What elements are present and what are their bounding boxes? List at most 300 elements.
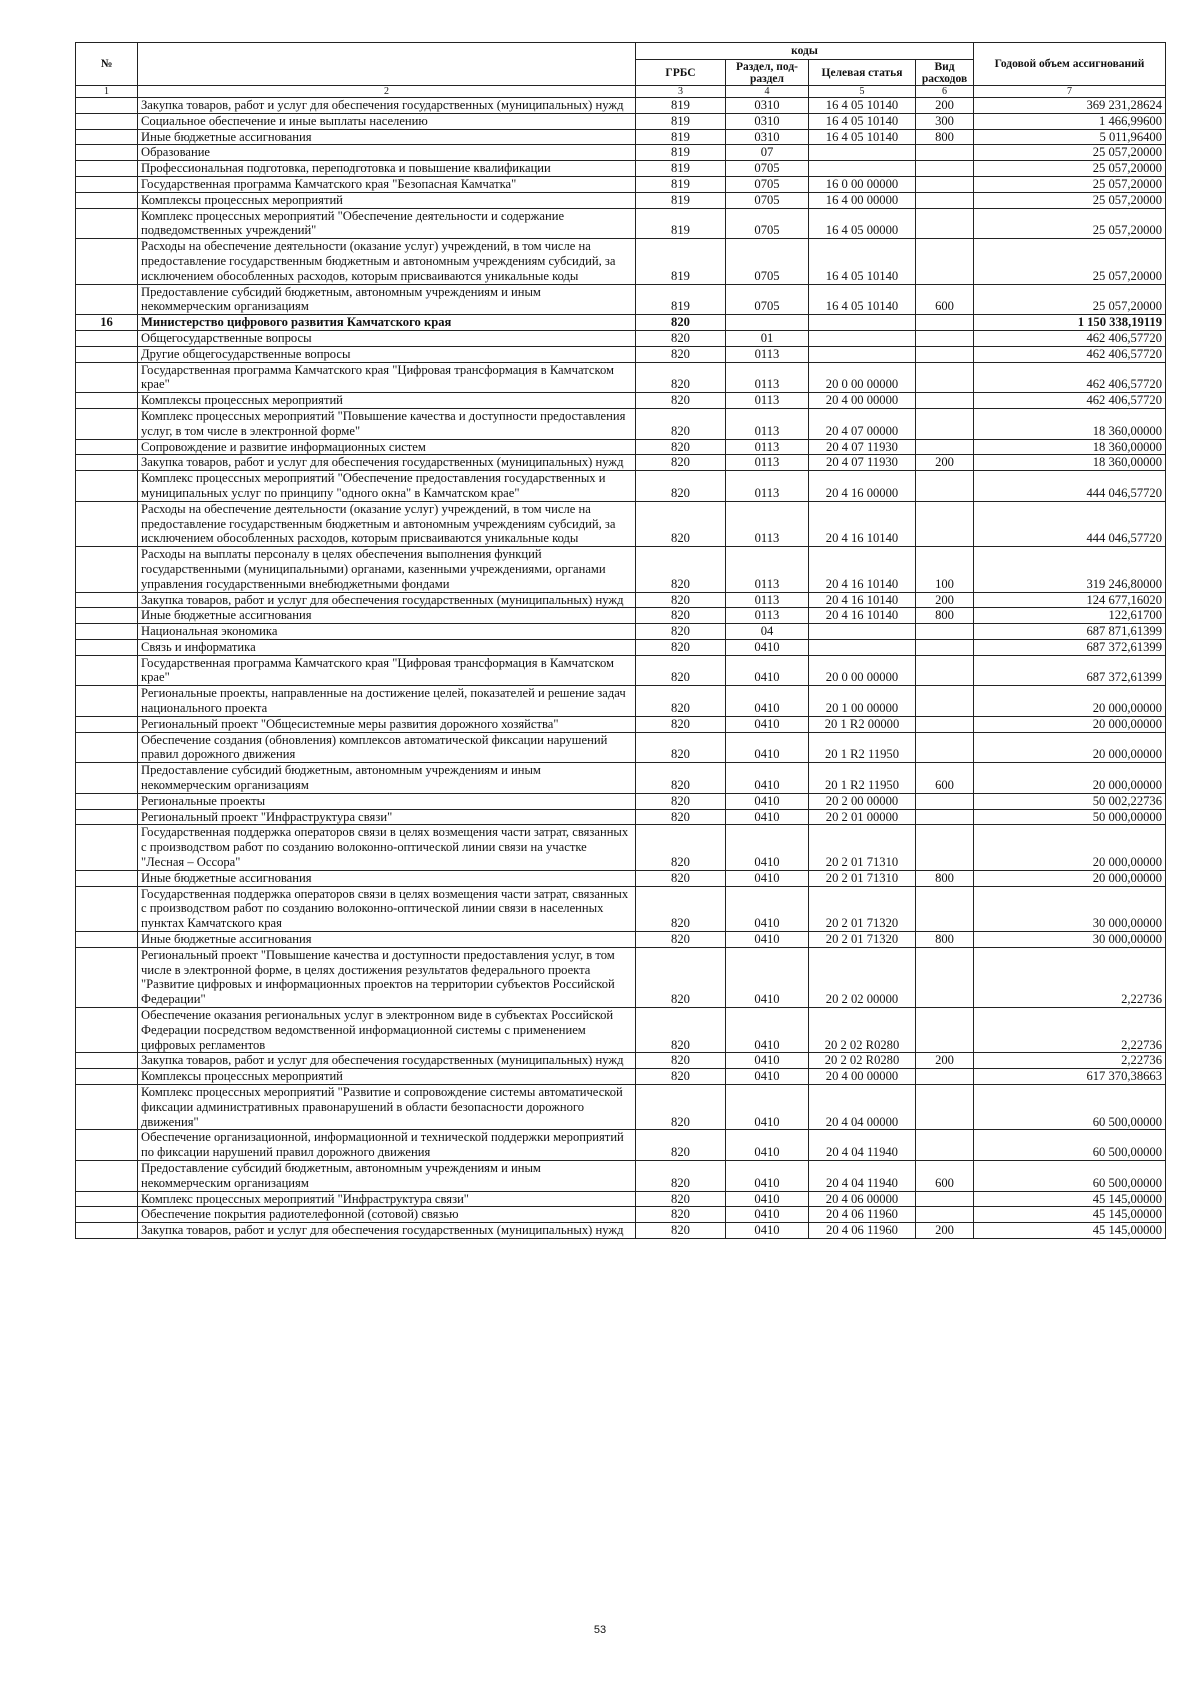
row-amount: 25 057,20000 bbox=[974, 208, 1166, 239]
row-amount: 30 000,00000 bbox=[974, 932, 1166, 948]
row-section: 0113 bbox=[726, 547, 809, 592]
row-expense-type bbox=[916, 176, 974, 192]
row-expense-type bbox=[916, 393, 974, 409]
row-grbs: 820 bbox=[636, 886, 726, 931]
row-section: 0705 bbox=[726, 208, 809, 239]
table-row bbox=[76, 98, 1166, 114]
table-row bbox=[76, 346, 1166, 362]
row-section: 01 bbox=[726, 330, 809, 346]
index-cell: 4 bbox=[726, 86, 809, 98]
row-name: Государственная программа Камчатского края "Безопасная Камчатка" bbox=[138, 176, 636, 192]
row-number bbox=[76, 501, 138, 546]
row-target-article: 20 1 00 00000 bbox=[809, 686, 916, 717]
row-amount: 444 046,57720 bbox=[974, 501, 1166, 546]
row-section: 0705 bbox=[726, 192, 809, 208]
row-number bbox=[76, 886, 138, 931]
row-target-article: 16 4 05 10140 bbox=[809, 98, 916, 114]
row-amount: 18 360,00000 bbox=[974, 439, 1166, 455]
row-expense-type: 300 bbox=[916, 113, 974, 129]
row-amount: 18 360,00000 bbox=[974, 408, 1166, 439]
row-amount: 5 011,96400 bbox=[974, 129, 1166, 145]
row-section: 0705 bbox=[726, 176, 809, 192]
row-grbs: 819 bbox=[636, 161, 726, 177]
table-row bbox=[76, 471, 1166, 502]
row-target-article: 16 0 00 00000 bbox=[809, 176, 916, 192]
row-amount: 45 145,00000 bbox=[974, 1223, 1166, 1239]
table-row bbox=[76, 176, 1166, 192]
row-amount: 60 500,00000 bbox=[974, 1160, 1166, 1191]
header-grbs: ГРБС bbox=[636, 60, 726, 86]
row-name: Закупка товаров, работ и услуг для обеспечения государственных (муниципальных) нужд bbox=[138, 98, 636, 114]
row-name: Комплекс процессных мероприятий "Обеспечение деятельности и содержание подведомственных учреждений" bbox=[138, 208, 636, 239]
row-name: Комплекс процессных мероприятий "Инфраструктура связи" bbox=[138, 1191, 636, 1207]
table-row bbox=[76, 501, 1166, 546]
row-section: 0113 bbox=[726, 346, 809, 362]
row-amount: 2,22736 bbox=[974, 1053, 1166, 1069]
row-amount: 462 406,57720 bbox=[974, 330, 1166, 346]
row-target-article: 20 4 06 11960 bbox=[809, 1207, 916, 1223]
row-section: 0113 bbox=[726, 439, 809, 455]
table-row bbox=[76, 315, 1166, 331]
row-amount: 687 372,61399 bbox=[974, 639, 1166, 655]
row-target-article bbox=[809, 330, 916, 346]
row-number bbox=[76, 239, 138, 284]
row-amount: 20 000,00000 bbox=[974, 686, 1166, 717]
row-section: 0410 bbox=[726, 655, 809, 686]
row-name: Закупка товаров, работ и услуг для обеспечения государственных (муниципальных) нужд bbox=[138, 592, 636, 608]
row-grbs: 820 bbox=[636, 439, 726, 455]
row-number bbox=[76, 208, 138, 239]
table-row bbox=[76, 1130, 1166, 1161]
page-number: 53 bbox=[593, 1624, 607, 1636]
row-target-article: 20 1 R2 00000 bbox=[809, 716, 916, 732]
index-cell: 7 bbox=[974, 86, 1166, 98]
row-amount: 45 145,00000 bbox=[974, 1207, 1166, 1223]
row-amount: 20 000,00000 bbox=[974, 732, 1166, 763]
row-number bbox=[76, 608, 138, 624]
row-grbs: 819 bbox=[636, 98, 726, 114]
table-body bbox=[76, 98, 1166, 1239]
row-expense-type: 600 bbox=[916, 763, 974, 794]
row-grbs: 820 bbox=[636, 1207, 726, 1223]
table-row bbox=[76, 639, 1166, 655]
row-number bbox=[76, 145, 138, 161]
row-expense-type bbox=[916, 315, 974, 331]
row-expense-type bbox=[916, 471, 974, 502]
row-name: Региональный проект "Повышение качества и доступности предоставления услуг, в том числе в электронной форме, в целях достижения результатов федерального проекта "Развитие цифровых и информационных проектов на территории субъектов Российской Федерации" bbox=[138, 947, 636, 1007]
row-amount: 18 360,00000 bbox=[974, 455, 1166, 471]
row-number bbox=[76, 809, 138, 825]
table-row bbox=[76, 129, 1166, 145]
row-number bbox=[76, 716, 138, 732]
row-target-article: 20 2 00 00000 bbox=[809, 793, 916, 809]
row-name: Закупка товаров, работ и услуг для обеспечения государственных (муниципальных) нужд bbox=[138, 1223, 636, 1239]
row-name: Региональные проекты, направленные на достижение целей, показателей и решение задач национального проекта bbox=[138, 686, 636, 717]
row-number bbox=[76, 471, 138, 502]
row-expense-type bbox=[916, 362, 974, 393]
row-amount: 20 000,00000 bbox=[974, 763, 1166, 794]
row-expense-type bbox=[916, 208, 974, 239]
row-grbs: 820 bbox=[636, 501, 726, 546]
row-number bbox=[76, 624, 138, 640]
row-amount: 319 246,80000 bbox=[974, 547, 1166, 592]
row-name: Профессиональная подготовка, переподготовка и повышение квалификации bbox=[138, 161, 636, 177]
row-name: Иные бюджетные ассигнования bbox=[138, 870, 636, 886]
row-expense-type bbox=[916, 809, 974, 825]
row-amount: 60 500,00000 bbox=[974, 1130, 1166, 1161]
row-grbs: 820 bbox=[636, 608, 726, 624]
table-row bbox=[76, 1008, 1166, 1053]
row-name: Другие общегосударственные вопросы bbox=[138, 346, 636, 362]
table-row bbox=[76, 825, 1166, 870]
row-expense-type: 200 bbox=[916, 455, 974, 471]
row-name: Комплекс процессных мероприятий "Развитие и сопровождение системы автоматической фиксации административных правонарушений в области безопасности дорожного движения" bbox=[138, 1085, 636, 1130]
row-number bbox=[76, 1085, 138, 1130]
row-number bbox=[76, 1053, 138, 1069]
table-row bbox=[76, 947, 1166, 1007]
row-grbs: 820 bbox=[636, 825, 726, 870]
table-row bbox=[76, 161, 1166, 177]
row-name: Закупка товаров, работ и услуг для обеспечения государственных (муниципальных) нужд bbox=[138, 455, 636, 471]
row-expense-type bbox=[916, 239, 974, 284]
row-section: 0410 bbox=[726, 1008, 809, 1053]
row-section: 0410 bbox=[726, 809, 809, 825]
row-number bbox=[76, 1130, 138, 1161]
row-number bbox=[76, 330, 138, 346]
row-section: 0410 bbox=[726, 886, 809, 931]
table-row bbox=[76, 592, 1166, 608]
row-expense-type bbox=[916, 716, 974, 732]
row-amount: 124 677,16020 bbox=[974, 592, 1166, 608]
row-name: Региональный проект "Общесистемные меры развития дорожного хозяйства" bbox=[138, 716, 636, 732]
row-expense-type: 800 bbox=[916, 870, 974, 886]
row-target-article: 16 4 05 00000 bbox=[809, 208, 916, 239]
row-target-article: 16 4 05 10140 bbox=[809, 284, 916, 315]
header-target-article: Целевая статья bbox=[809, 60, 916, 86]
row-target-article: 20 4 06 00000 bbox=[809, 1191, 916, 1207]
row-expense-type: 800 bbox=[916, 932, 974, 948]
table-row bbox=[76, 1207, 1166, 1223]
table-row bbox=[76, 239, 1166, 284]
row-amount: 20 000,00000 bbox=[974, 870, 1166, 886]
row-grbs: 820 bbox=[636, 793, 726, 809]
row-amount: 30 000,00000 bbox=[974, 886, 1166, 931]
row-amount: 25 057,20000 bbox=[974, 284, 1166, 315]
row-expense-type: 200 bbox=[916, 98, 974, 114]
row-expense-type bbox=[916, 330, 974, 346]
row-target-article: 20 4 16 10140 bbox=[809, 592, 916, 608]
row-expense-type: 100 bbox=[916, 547, 974, 592]
row-amount: 462 406,57720 bbox=[974, 346, 1166, 362]
row-number bbox=[76, 1008, 138, 1053]
row-name: Расходы на обеспечение деятельности (оказание услуг) учреждений, в том числе на предоставление государственным бюджетным и автономным учреждениям субсидий, за исключением обособленных расходов, которым присваиваются уникальные коды bbox=[138, 239, 636, 284]
row-amount: 2,22736 bbox=[974, 1008, 1166, 1053]
row-amount: 617 370,38663 bbox=[974, 1069, 1166, 1085]
row-name: Иные бюджетные ассигнования bbox=[138, 608, 636, 624]
row-section: 0113 bbox=[726, 408, 809, 439]
table-row bbox=[76, 330, 1166, 346]
row-section: 0410 bbox=[726, 1223, 809, 1239]
row-section: 0410 bbox=[726, 1207, 809, 1223]
row-expense-type bbox=[916, 408, 974, 439]
row-number bbox=[76, 870, 138, 886]
header-annual-volume: Годовой объем ассигнований bbox=[974, 43, 1166, 86]
row-target-article: 20 4 16 10140 bbox=[809, 547, 916, 592]
row-grbs: 820 bbox=[636, 716, 726, 732]
row-section: 0410 bbox=[726, 793, 809, 809]
row-target-article: 16 4 05 10140 bbox=[809, 239, 916, 284]
row-section: 0410 bbox=[726, 716, 809, 732]
row-number bbox=[76, 346, 138, 362]
row-grbs: 820 bbox=[636, 1053, 726, 1069]
row-name: Обеспечение организационной, информационной и технической поддержки мероприятий по фиксации нарушений правил дорожного движения bbox=[138, 1130, 636, 1161]
row-grbs: 820 bbox=[636, 870, 726, 886]
table-row bbox=[76, 1069, 1166, 1085]
table-row bbox=[76, 1085, 1166, 1130]
row-section: 0113 bbox=[726, 471, 809, 502]
row-number bbox=[76, 639, 138, 655]
table-row bbox=[76, 439, 1166, 455]
table-row bbox=[76, 732, 1166, 763]
row-section: 0410 bbox=[726, 732, 809, 763]
row-target-article: 20 4 16 10140 bbox=[809, 608, 916, 624]
row-expense-type bbox=[916, 655, 974, 686]
row-section: 0410 bbox=[726, 1053, 809, 1069]
table-row bbox=[76, 763, 1166, 794]
table-row bbox=[76, 624, 1166, 640]
table-row bbox=[76, 793, 1166, 809]
table-row bbox=[76, 284, 1166, 315]
row-number bbox=[76, 98, 138, 114]
row-expense-type: 200 bbox=[916, 1223, 974, 1239]
row-target-article: 20 2 01 71320 bbox=[809, 932, 916, 948]
row-grbs: 820 bbox=[636, 1069, 726, 1085]
row-number bbox=[76, 947, 138, 1007]
row-amount: 50 000,00000 bbox=[974, 809, 1166, 825]
row-section: 0410 bbox=[726, 763, 809, 794]
row-expense-type bbox=[916, 1191, 974, 1207]
row-amount: 50 002,22736 bbox=[974, 793, 1166, 809]
row-grbs: 820 bbox=[636, 624, 726, 640]
row-section: 0410 bbox=[726, 932, 809, 948]
row-grbs: 820 bbox=[636, 655, 726, 686]
row-expense-type bbox=[916, 439, 974, 455]
row-target-article bbox=[809, 639, 916, 655]
row-amount: 45 145,00000 bbox=[974, 1191, 1166, 1207]
row-grbs: 819 bbox=[636, 129, 726, 145]
row-target-article bbox=[809, 145, 916, 161]
row-amount: 1 150 338,19119 bbox=[974, 315, 1166, 331]
row-grbs: 820 bbox=[636, 547, 726, 592]
row-amount: 687 871,61399 bbox=[974, 624, 1166, 640]
table-row bbox=[76, 809, 1166, 825]
table-row bbox=[76, 886, 1166, 931]
row-number bbox=[76, 192, 138, 208]
row-name: Комплексы процессных мероприятий bbox=[138, 1069, 636, 1085]
row-target-article: 20 0 00 00000 bbox=[809, 362, 916, 393]
row-target-article: 20 4 04 11940 bbox=[809, 1130, 916, 1161]
header-expense-type: Вид расходов bbox=[916, 60, 974, 86]
row-name: Государственная программа Камчатского края "Цифровая трансформация в Камчатском крае" bbox=[138, 655, 636, 686]
row-expense-type bbox=[916, 1207, 974, 1223]
row-expense-type bbox=[916, 192, 974, 208]
row-number bbox=[76, 592, 138, 608]
row-expense-type: 200 bbox=[916, 592, 974, 608]
row-section: 0410 bbox=[726, 1069, 809, 1085]
row-target-article: 20 2 01 71310 bbox=[809, 870, 916, 886]
table-row bbox=[76, 455, 1166, 471]
row-grbs: 820 bbox=[636, 408, 726, 439]
row-grbs: 820 bbox=[636, 639, 726, 655]
row-expense-type: 600 bbox=[916, 284, 974, 315]
row-grbs: 820 bbox=[636, 393, 726, 409]
row-section: 0310 bbox=[726, 98, 809, 114]
table-row bbox=[76, 1160, 1166, 1191]
row-expense-type: 600 bbox=[916, 1160, 974, 1191]
row-number bbox=[76, 1207, 138, 1223]
header-codes: коды bbox=[636, 43, 974, 60]
row-number bbox=[76, 161, 138, 177]
row-name: Обеспечение оказания региональных услуг в электронном виде в субъектах Российской Федерации посредством ведомственной информационной системы с применением цифровых регламентов bbox=[138, 1008, 636, 1053]
row-section: 0113 bbox=[726, 608, 809, 624]
row-name: Обеспечение покрытия радиотелефонной (сотовой) связью bbox=[138, 1207, 636, 1223]
row-section: 0705 bbox=[726, 161, 809, 177]
row-target-article: 20 4 04 00000 bbox=[809, 1085, 916, 1130]
row-name: Образование bbox=[138, 145, 636, 161]
row-section: 0410 bbox=[726, 686, 809, 717]
row-amount: 25 057,20000 bbox=[974, 239, 1166, 284]
table-row bbox=[76, 716, 1166, 732]
row-section: 0705 bbox=[726, 239, 809, 284]
row-target-article: 20 2 02 00000 bbox=[809, 947, 916, 1007]
index-cell: 3 bbox=[636, 86, 726, 98]
row-section: 0705 bbox=[726, 284, 809, 315]
row-target-article: 20 4 07 11930 bbox=[809, 455, 916, 471]
row-number bbox=[76, 825, 138, 870]
row-target-article: 16 4 05 10140 bbox=[809, 113, 916, 129]
row-section: 0113 bbox=[726, 393, 809, 409]
row-grbs: 820 bbox=[636, 763, 726, 794]
row-grbs: 820 bbox=[636, 732, 726, 763]
row-target-article: 20 2 02 R0280 bbox=[809, 1008, 916, 1053]
row-target-article bbox=[809, 346, 916, 362]
row-target-article: 16 4 05 10140 bbox=[809, 129, 916, 145]
row-section: 0410 bbox=[726, 639, 809, 655]
row-section: 0410 bbox=[726, 1085, 809, 1130]
row-expense-type bbox=[916, 1008, 974, 1053]
row-section: 0113 bbox=[726, 501, 809, 546]
row-grbs: 820 bbox=[636, 686, 726, 717]
row-grbs: 820 bbox=[636, 362, 726, 393]
row-grbs: 819 bbox=[636, 176, 726, 192]
table-row bbox=[76, 408, 1166, 439]
table-row bbox=[76, 870, 1166, 886]
row-amount: 25 057,20000 bbox=[974, 176, 1166, 192]
row-target-article: 20 4 07 00000 bbox=[809, 408, 916, 439]
row-grbs: 820 bbox=[636, 592, 726, 608]
row-name: Иные бюджетные ассигнования bbox=[138, 932, 636, 948]
row-name: Государственная программа Камчатского края "Цифровая трансформация в Камчатском крае" bbox=[138, 362, 636, 393]
row-target-article bbox=[809, 315, 916, 331]
row-expense-type bbox=[916, 886, 974, 931]
row-number bbox=[76, 439, 138, 455]
row-name: Расходы на обеспечение деятельности (оказание услуг) учреждений, в том числе на предоставление государственным бюджетным и автономным учреждениям субсидий, за исключением обособленных расходов, которым присваиваются уникальные коды bbox=[138, 501, 636, 546]
row-section: 0113 bbox=[726, 455, 809, 471]
row-target-article: 20 4 06 11960 bbox=[809, 1223, 916, 1239]
row-name: Закупка товаров, работ и услуг для обеспечения государственных (муниципальных) нужд bbox=[138, 1053, 636, 1069]
row-amount: 444 046,57720 bbox=[974, 471, 1166, 502]
table-row bbox=[76, 1191, 1166, 1207]
row-target-article: 20 2 01 00000 bbox=[809, 809, 916, 825]
index-cell: 5 bbox=[809, 86, 916, 98]
row-grbs: 819 bbox=[636, 192, 726, 208]
row-expense-type bbox=[916, 346, 974, 362]
header-name bbox=[138, 43, 636, 86]
row-section bbox=[726, 315, 809, 331]
row-target-article: 20 4 16 10140 bbox=[809, 501, 916, 546]
row-number bbox=[76, 1191, 138, 1207]
table-row bbox=[76, 208, 1166, 239]
row-number: 16 bbox=[76, 315, 138, 331]
row-grbs: 820 bbox=[636, 932, 726, 948]
row-target-article: 20 2 02 R0280 bbox=[809, 1053, 916, 1069]
row-number bbox=[76, 763, 138, 794]
row-amount: 25 057,20000 bbox=[974, 192, 1166, 208]
row-amount: 20 000,00000 bbox=[974, 825, 1166, 870]
row-section: 0410 bbox=[726, 870, 809, 886]
row-name: Предоставление субсидий бюджетным, автономным учреждениям и иным некоммерческим организациям bbox=[138, 284, 636, 315]
row-expense-type bbox=[916, 825, 974, 870]
row-number bbox=[76, 393, 138, 409]
row-number bbox=[76, 655, 138, 686]
row-amount: 20 000,00000 bbox=[974, 716, 1166, 732]
row-grbs: 820 bbox=[636, 1085, 726, 1130]
table-row bbox=[76, 1053, 1166, 1069]
row-name: Государственная поддержка операторов связи в целях возмещения части затрат, связанных с производством работ по созданию волоконно-оптической линии связи в населенных пунктах Камчатского края bbox=[138, 886, 636, 931]
row-name: Государственная поддержка операторов связи в целях возмещения части затрат, связанных с производством работ по созданию волоконно-оптической линии связи на участке "Лесная – Оссора" bbox=[138, 825, 636, 870]
row-expense-type bbox=[916, 624, 974, 640]
row-number bbox=[76, 455, 138, 471]
row-grbs: 820 bbox=[636, 1008, 726, 1053]
row-number bbox=[76, 408, 138, 439]
row-grbs: 819 bbox=[636, 284, 726, 315]
row-amount: 462 406,57720 bbox=[974, 393, 1166, 409]
row-amount: 25 057,20000 bbox=[974, 145, 1166, 161]
row-name: Предоставление субсидий бюджетным, автономным учреждениям и иным некоммерческим организациям bbox=[138, 1160, 636, 1191]
row-grbs: 819 bbox=[636, 145, 726, 161]
row-amount: 25 057,20000 bbox=[974, 161, 1166, 177]
row-grbs: 820 bbox=[636, 1130, 726, 1161]
row-section: 0113 bbox=[726, 362, 809, 393]
row-number bbox=[76, 1160, 138, 1191]
row-name: Социальное обеспечение и иные выплаты населению bbox=[138, 113, 636, 129]
index-cell: 1 bbox=[76, 86, 138, 98]
row-section: 04 bbox=[726, 624, 809, 640]
table-row bbox=[76, 686, 1166, 717]
budget-table-container bbox=[75, 42, 1165, 1239]
row-target-article: 20 2 01 71310 bbox=[809, 825, 916, 870]
row-grbs: 820 bbox=[636, 346, 726, 362]
row-number bbox=[76, 1069, 138, 1085]
row-expense-type bbox=[916, 947, 974, 1007]
row-number bbox=[76, 686, 138, 717]
row-expense-type bbox=[916, 161, 974, 177]
table-row bbox=[76, 145, 1166, 161]
row-number bbox=[76, 176, 138, 192]
row-grbs: 820 bbox=[636, 947, 726, 1007]
row-grbs: 820 bbox=[636, 1223, 726, 1239]
index-cell: 2 bbox=[138, 86, 636, 98]
